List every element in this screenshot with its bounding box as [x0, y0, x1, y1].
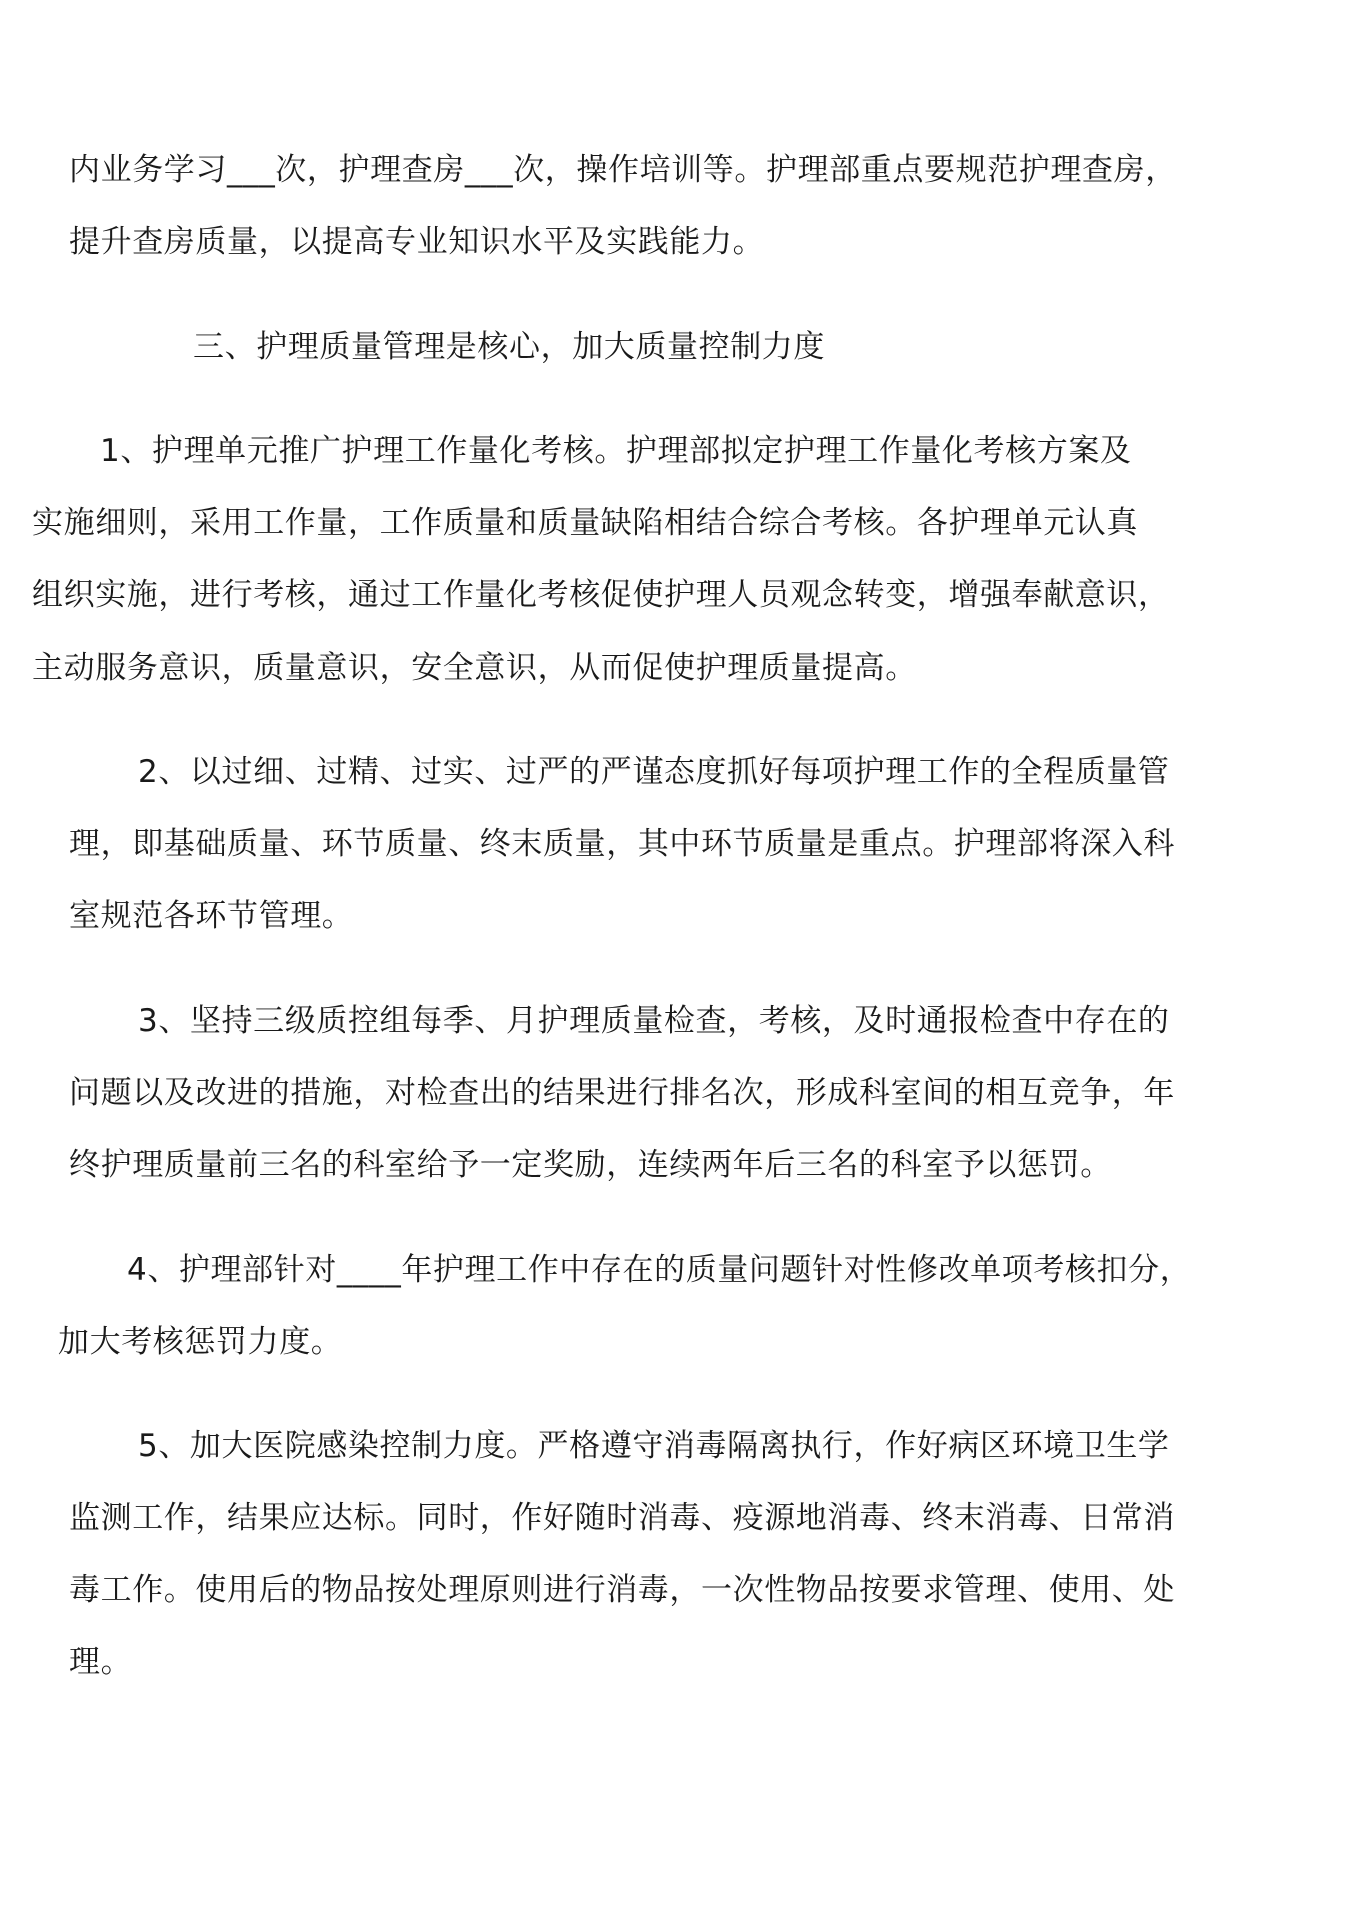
intro-line-1: 内业务学习___次，护理查房___次，操作培训等。护理部重点要规范护理查房，: [69, 152, 1177, 188]
item-2-line-2: 理，即基础质量、环节质量、终末质量，其中环节质量是重点。护理部将深入科: [69, 826, 1175, 862]
item-1-line-1: 1、护理单元推广护理工作量化考核。护理部拟定护理工作量化考核方案及: [100, 433, 1132, 469]
item-2-line-1: 2、以过细、过精、过实、过严的严谨态度抓好每项护理工作的全程质量管: [138, 754, 1170, 790]
item-4-line-1: 4、护理部针对____年护理工作中存在的质量问题针对性修改单项考核扣分，: [127, 1252, 1192, 1288]
item-2-line-3: 室规范各环节管理。: [69, 898, 354, 934]
item-1-line-4: 主动服务意识，质量意识，安全意识，从而促使护理质量提高。: [32, 650, 917, 686]
section-heading: 三、护理质量管理是核心，加大质量控制力度: [193, 329, 825, 365]
item-3-line-1: 3、坚持三级质控组每季、月护理质量检查，考核，及时通报检查中存在的: [138, 1003, 1170, 1039]
item-1-line-2: 实施细则，采用工作量，工作质量和质量缺陷相结合综合考核。各护理单元认真: [32, 505, 1138, 541]
item-5-line-2: 监测工作，结果应达标。同时，作好随时消毒、疫源地消毒、终末消毒、日常消: [69, 1500, 1175, 1536]
item-5-line-3: 毒工作。使用后的物品按处理原则进行消毒，一次性物品按要求管理、使用、处: [69, 1572, 1175, 1608]
item-3-line-3: 终护理质量前三名的科室给予一定奖励，连续两年后三名的科室予以惩罚。: [69, 1147, 1112, 1183]
item-4-line-2: 加大考核惩罚力度。: [58, 1324, 343, 1360]
item-5-line-4: 理。: [69, 1644, 133, 1680]
item-5-line-1: 5、加大医院感染控制力度。严格遵守消毒隔离执行，作好病区环境卫生学: [138, 1428, 1170, 1464]
item-3-line-2: 问题以及改进的措施，对检查出的结果进行排名次，形成科室间的相互竞争，年: [69, 1075, 1175, 1111]
item-1-line-3: 组织实施，进行考核，通过工作量化考核促使护理人员观念转变，增强奉献意识，: [32, 577, 1170, 613]
intro-line-2: 提升查房质量，以提高专业知识水平及实践能力。: [69, 224, 765, 260]
